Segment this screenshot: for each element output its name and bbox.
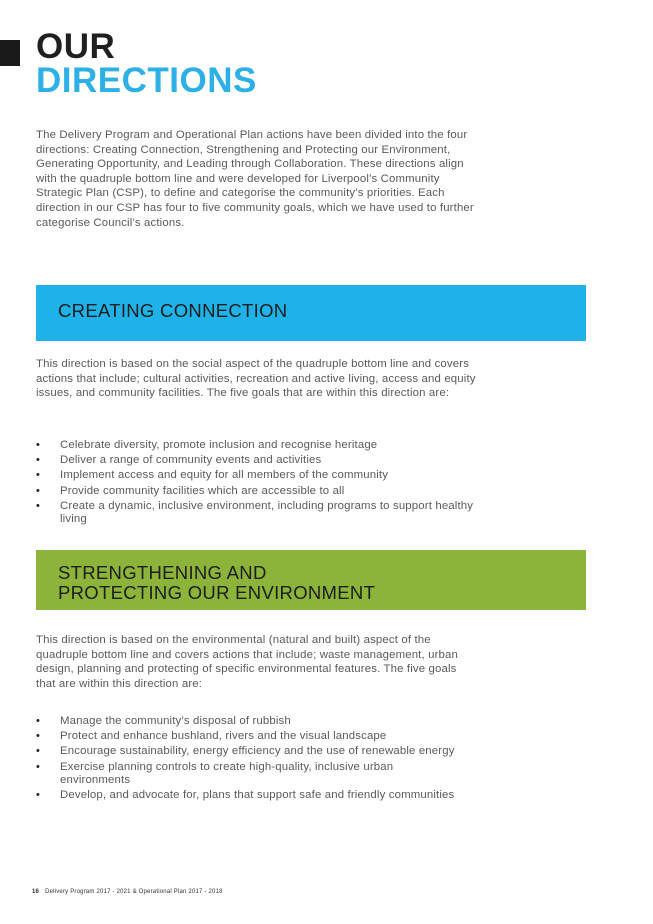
- footer-document-title: Delivery Program 2017 - 2021 & Operational Plan 2017 - 2018: [45, 889, 223, 895]
- section-title-line: STRENGTHENING AND: [58, 562, 267, 583]
- list-item: [36, 469, 496, 482]
- bullet-icon: •: [36, 760, 41, 773]
- section-banner-strengthening-environment: [36, 550, 586, 610]
- goal-text: Manage the community’s disposal of rubbish: [60, 715, 291, 727]
- goal-text: Deliver a range of community events and activities: [60, 454, 322, 467]
- section-title-line: CREATING CONNECTION: [58, 300, 288, 321]
- bullet-icon: •: [36, 730, 41, 743]
- bullet-icon: •: [36, 469, 41, 482]
- section-title-line: PROTECTING OUR ENVIRONMENT: [58, 582, 376, 603]
- section-description-strengthening-environment: This direction is based on the environmental (natural and built) aspect of the quadruple bottom line and covers actions that include; waste management, urban design, planning and protecting of specific environmental features. The five goals that are within this direction are:: [36, 634, 459, 690]
- bullet-icon: •: [36, 439, 41, 451]
- list-item: [36, 745, 466, 758]
- intro-paragraph: The Delivery Program and Operational Plan actions have been divided into the four directions: Creating Connection, Strengthening and Protecting our Environment, Generating Opportunity, and Leading through Collaboration. These directions align with the quadruple bottom line and were developed for Liverpool’s Community Strategic Plan (CSP), to define and categorise the community’s priorities. Each direction in our CSP has four to five community goals, which we have used to further categorise Council’s actions.: [36, 129, 474, 229]
- list-item: [36, 730, 466, 743]
- list-item: [36, 485, 496, 498]
- goal-text: Create a dynamic, inclusive environment, including programs to support healthy living: [60, 499, 474, 525]
- list-item: [36, 454, 496, 467]
- goal-list-strengthening-environment: [36, 715, 466, 804]
- list-item: [36, 500, 496, 526]
- page-title: [36, 27, 257, 100]
- section-banner-creating-connection: [36, 285, 586, 341]
- bullet-icon: •: [36, 715, 41, 727]
- goal-text: Celebrate diversity, promote inclusion and recognise heritage: [60, 439, 378, 451]
- section-title-strengthening-environment: [58, 563, 375, 603]
- bullet-icon: •: [36, 745, 41, 758]
- list-item: [36, 715, 466, 728]
- goal-text: Provide community facilities which are accessible to all: [60, 484, 345, 497]
- section-description-creating-connection: This direction is based on the social aspect of the quadruple bottom line and covers actions that include; cultural activities, recreation and active living, access and equity issues, and community facilities. The five goals that are within this direction are:: [36, 358, 476, 400]
- list-item: [36, 761, 466, 787]
- page-title-line-1: OUR: [36, 27, 116, 66]
- goal-text: Encourage sustainability, energy efficiency and the use of renewable energy: [60, 745, 455, 758]
- list-item: [36, 789, 466, 802]
- bullet-icon: •: [36, 484, 41, 497]
- bullet-icon: •: [36, 499, 41, 512]
- page-title-line-2: DIRECTIONS: [36, 61, 257, 100]
- corner-mark: [0, 40, 20, 66]
- bullet-icon: •: [36, 454, 41, 467]
- goal-text: Exercise planning controls to create high-quality, inclusive urban environments: [60, 760, 394, 786]
- goal-text: Implement access and equity for all members of the community: [60, 469, 389, 482]
- goal-text: Protect and enhance bushland, rivers and the visual landscape: [60, 730, 387, 743]
- goal-list-creating-connection: [36, 439, 496, 528]
- bullet-icon: •: [36, 788, 41, 801]
- page-number: 16: [32, 889, 40, 895]
- list-item: [36, 439, 496, 452]
- section-title-creating-connection: [58, 301, 287, 321]
- page-footer: [32, 888, 223, 896]
- goal-text: Develop, and advocate for, plans that support safe and friendly communities: [60, 788, 455, 801]
